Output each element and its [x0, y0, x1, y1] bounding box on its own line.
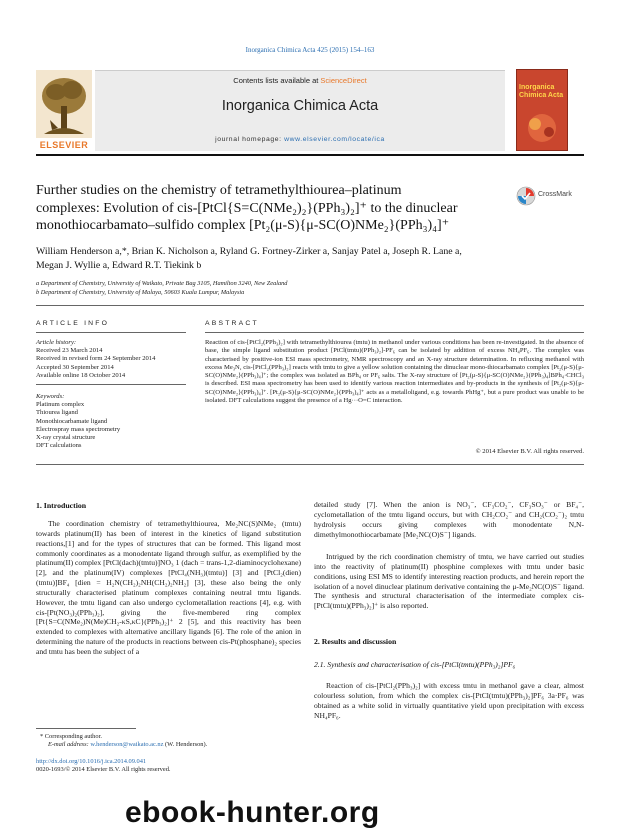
homepage-prefix: journal homepage:: [215, 136, 285, 143]
cover-graphic-icon: [517, 108, 567, 148]
history-item: Available online 18 October 2014: [36, 371, 126, 379]
abstract-text: Reaction of cis-[PtCl₂(PPh₃)₂] with tetramethylthiourea (tmtu) in methanol under various conditions has been re-investigated. In the absence of base, the simple ligand substitution product [PtCl(tmtu)(PPh₃)₂]-PF₆ can be isolated by addition of excess NH₄PF₆. The complex was characterised by positive-ion ESI mass spectrometry, NMR spectroscopy and an X-ray structure determination. In refluxing methanol with excess Me₃N, cis-[PtCl₂(PPh₃)₂] reacts with tmtu to give a yellow solution containing the dinuclear mono-thiocarbamato complex [Pt₂(μ-S){μ-SC(O)NMe₂}(PPh₃)₄]⁺; the complex was isolated as BPh₄ or PF₆ salts. The X-ray structure of [Pt₂(μ-S){μ-SC(O)NMe₂}(PPh₃)₄]BPh₄·CHCl₃ is described. ESI mass spectrometry has been used to identify various reaction intermediates and by-products in the synthesis of [Pt₂(μ-S){μ-SC(O)NMe₂}(PPh₃)₄]⁺. [Pt₂(μ-S){μ-SC(O)NMe₂}(PPh₃)₄]⁺ acts as a metalloligand, e.g. towards PhHg⁺, but a pure product was unable to be isolated. DFT calculations suggest the presence of a Hg···O=C interaction.: [205, 339, 584, 405]
doi-line: [36, 758, 301, 774]
watermark: ebook-hunter.org: [125, 796, 380, 829]
results-paragraph-1: Reaction of cis-[PtCl₂(PPh₃)₂] with excess tmtu in methanol gave a clear, almost colourless solution, from which the complex cis-[PtCl(tmtu)(PPh₃)₂]PF₆ 3a·PF₆ was obtained as a white solid in virtually quantitative yield upon precipitation with excess NH₄PF₆.: [314, 681, 584, 720]
elsevier-tree-icon: [36, 70, 92, 138]
cover-title: Inorganica Chimica Acta: [519, 84, 564, 99]
author-line: Megan J. Wyllie a, Edward R.T. Tiekink b: [36, 260, 202, 271]
journal-cover: [516, 69, 568, 151]
keyword: Thiourea ligand: [36, 409, 78, 417]
abstract-heading: ABSTRACT: [205, 320, 259, 327]
section-heading-introduction: 1. Introduction: [36, 501, 87, 510]
abstract-heading-rule: [205, 332, 584, 333]
corresponding-author: * Corresponding author.: [40, 733, 102, 740]
journal-citation[interactable]: Inorganica Chimica Acta 425 (2015) 154–163: [245, 46, 375, 54]
section-heading-results: 2. Results and discussion: [314, 637, 397, 646]
intro-paragraph-1: The coordination chemistry of tetramethylthiourea, Me₂NC(S)NMe₂ (tmtu) towards platinum(II) has been of interest in the kinetics of ligand substitution reactions,[1] and for the types of structures that can be formed. This ligand most commonly coordinates as a monodentate ligand through sulfur, as exemplified by the platinum(II) complex [PtCl(dach)(tmtu)]NO₃ 1 (dach = trans-1,2-diaminocyclohexane) [2], and the platinum(IV) complexes [PtCl₄(NH₃)(tmtu)] [3] and [PtCl₂(dien)(tmtu)]BF₄ [dien = H₂N(CH₂)₂NH(CH₂)₂NH₂] [3], these also being the only structurally characterised platinum complexes containing neutral tmtu ligands. However, the tmtu ligand can also undergo cyclometallation reactions [4], e.g. with cis-[Pt(NO₃)₂(PPh₃)₂], giving the five-membered ring complex [Pt{S=C(NMe₂)N(Me)CH₂-κS,κC}(PPh₃)₂]⁺ 2 [5], and this reactivity has been extended to complexes with alternative ancillary ligands [6]. The role of the anion in determining the nature of the products in reactions between cis-Pt(phosphane)₂ species and tmtu has been the subject of a: [36, 519, 301, 656]
keyword: X-ray crystal structure: [36, 434, 96, 442]
affiliation-rule: [36, 305, 584, 306]
history-label: Article history:: [36, 339, 77, 346]
issn-line: 0020-1693/© 2014 Elsevier B.V. All rights reserved.: [36, 766, 171, 773]
title-line: monothiocarbamato–sulfido complex [Pt₂(μ-S){μ-SC(O)NMe₂}(PPh₃)₄]⁺: [36, 218, 450, 233]
affiliation-b: b Department of Chemistry, University of Malaya, 50603 Kuala Lumpur, Malaysia: [36, 289, 245, 296]
contents-line: [95, 76, 505, 85]
homepage-url[interactable]: www.elsevier.com/locate/ica: [284, 136, 385, 143]
history-item: Received 23 March 2014: [36, 347, 103, 355]
email-suffix: (W. Henderson).: [163, 741, 208, 748]
info-heading-rule: [36, 332, 186, 333]
keywords: [36, 393, 186, 450]
keyword: Electrospray mass spectrometry: [36, 425, 121, 433]
intro-paragraph-2: Intrigued by the rich coordination chemistry of tmtu, we have carried out studies into the reactivity of platinum(II) phosphine complexes with tmtu under basic conditions, using ESI MS to identify interesting reaction products, and herein report the isolation of a novel dinuclear platinum derivative containing the μ-Me₂NC(O)S⁻ ligand. The synthesis and structural characterisation of the intermediate complex cis-[PtCl(tmtu)(PPh₃)₂]⁺ is also reported.: [314, 552, 584, 611]
history-item: Accepted 30 September 2014: [36, 363, 114, 371]
author-list: [36, 245, 584, 273]
email-line: [36, 741, 301, 749]
crossmark-label: CrossMark: [538, 191, 572, 198]
footnote-rule: [36, 728, 136, 729]
sciencedirect-link[interactable]: ScienceDirect: [320, 76, 367, 85]
keyword: Platinum complex: [36, 401, 85, 409]
history-rule: [36, 384, 186, 385]
keyword: DFT calculations: [36, 442, 82, 450]
title-line: Further studies on the chemistry of tetramethylthiourea–platinum: [36, 183, 402, 198]
title-line: complexes: Evolution of cis-[PtCl{S=C(NMe₂)₂}(PPh₃)₂]⁺ to the dinuclear: [36, 200, 458, 216]
article-title: [36, 182, 506, 235]
article-info-heading: ARTICLE INFO: [36, 320, 110, 327]
article-history: [36, 339, 186, 380]
journal-homepage: [95, 136, 505, 143]
doi-link[interactable]: http://dx.doi.org/10.1016/j.ica.2014.09.041: [36, 758, 147, 765]
crossmark-badge[interactable]: [516, 186, 576, 216]
elsevier-wordmark: ELSEVIER: [39, 140, 89, 150]
footnote: [36, 733, 301, 749]
author-line: William Henderson a,*, Brian K. Nicholson a, Ryland G. Fortney-Zirker a, Sanjay Patel a, Joseph R. Lane a,: [36, 246, 462, 257]
intro-paragraph-1-cont: detailed study [7]. When the anion is NO₃⁻, CF₃CO₂⁻, CF₃SO₃⁻ or BF₄⁻, cyclometallation of the tmtu ligand occurs, but with CH₂CO₂⁻ and CH₂(CO₂⁻)₂ tmtu hydrolysis occurs giving complexes with monodentate N,N-dimethylmonothiocarbamate [Me₂NC(O)S⁻] ligands.: [314, 500, 584, 539]
journal-title: Inorganica Chimica Acta: [221, 98, 379, 114]
email-link[interactable]: w.henderson@waikato.ac.nz: [90, 741, 164, 748]
crossmark-icon: [516, 186, 536, 206]
abstract-copyright: © 2014 Elsevier B.V. All rights reserved.: [475, 448, 584, 455]
keyword: Monothiocarbamate ligand: [36, 417, 108, 425]
subsection-heading: 2.1. Synthesis and characterisation of cis-[PtCl(tmtu)(PPh₃)₂]PF₆: [314, 660, 516, 669]
contents-prefix: Contents lists available at: [233, 76, 321, 85]
header-rule: [36, 154, 584, 156]
keywords-label: Keywords:: [36, 393, 65, 400]
history-item: Received in revised form 24 September 2014: [36, 355, 156, 363]
affiliation-a: a Department of Chemistry, University of Waikato, Private Bag 3105, Hamilton 3240, New Zealand: [36, 280, 288, 287]
elsevier-logo: [36, 70, 92, 150]
abstract-rule: [36, 464, 584, 465]
email-label: E-mail address:: [48, 741, 91, 748]
